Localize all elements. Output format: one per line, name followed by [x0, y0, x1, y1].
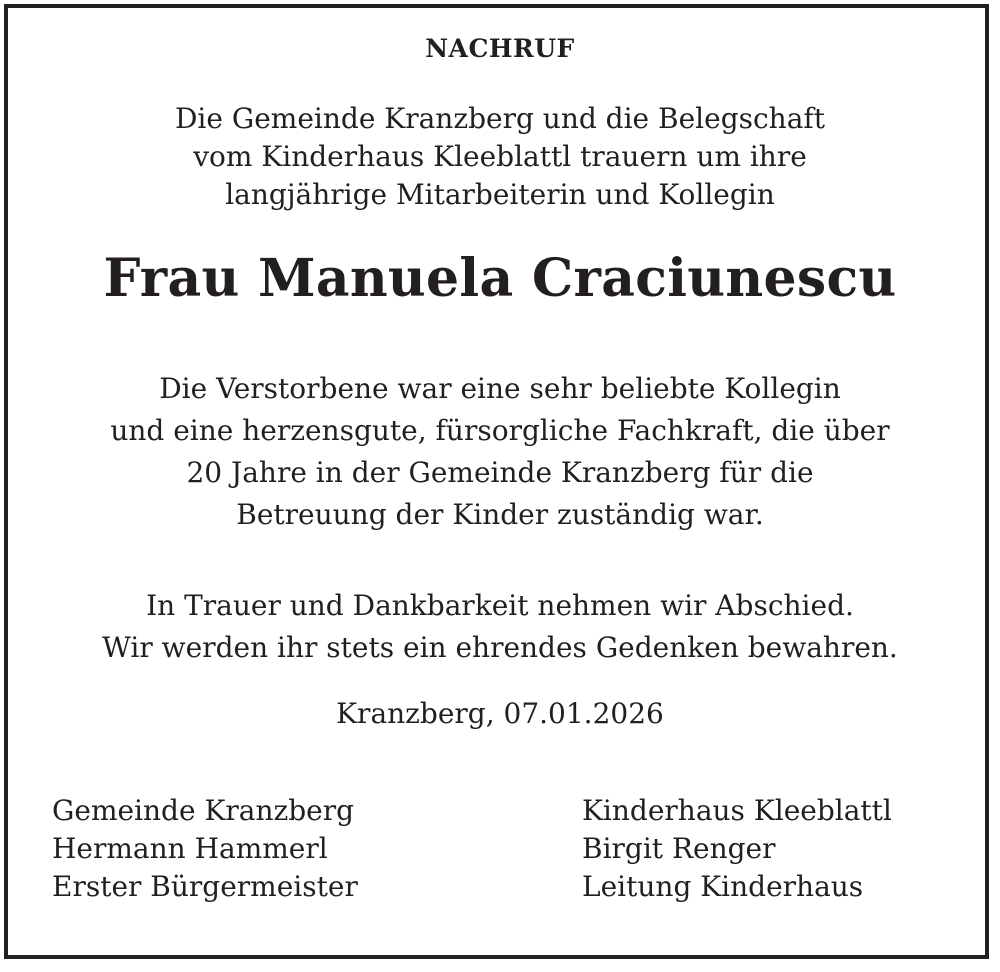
- signature-right: [582, 792, 892, 906]
- tribute-line: und eine herzensgute, fürsorgliche Fachkraft, die über: [110, 414, 890, 447]
- intro-line: vom Kinderhaus Kleeblattl trauern um ihre: [193, 140, 807, 173]
- place-date: Kranzberg, 07.01.2026: [336, 697, 664, 730]
- deceased-name: Frau Manuela Craciunescu: [103, 248, 897, 309]
- signature-line: Gemeinde Kranzberg: [52, 794, 355, 827]
- intro-text: [0, 100, 1000, 214]
- signature-line: Birgit Renger: [582, 832, 776, 865]
- intro-line: Die Gemeinde Kranzberg und die Belegschaft: [174, 102, 826, 135]
- tribute-line: 20 Jahre in der Gemeinde Kranzberg für die: [186, 456, 814, 489]
- intro-line: langjährige Mitarbeiterin und Kollegin: [225, 178, 775, 211]
- farewell-line: Wir werden ihr stets ein ehrendes Gedenken bewahren.: [102, 631, 898, 664]
- obituary-heading: NACHRUF: [425, 34, 575, 63]
- tribute-line: Betreuung der Kinder zuständig war.: [236, 498, 764, 531]
- signature-line: Kinderhaus Kleeblattl: [582, 794, 892, 827]
- tribute-text: [0, 368, 1000, 536]
- signature-line: Erster Bürgermeister: [52, 870, 358, 903]
- farewell-text: [0, 585, 1000, 669]
- farewell-line: In Trauer und Dankbarkeit nehmen wir Abschied.: [146, 589, 854, 622]
- signature-line: Leitung Kinderhaus: [582, 870, 864, 903]
- signature-line: Hermann Hammerl: [52, 832, 328, 865]
- signature-left: [52, 792, 358, 906]
- tribute-line: Die Verstorbene war eine sehr beliebte Kollegin: [159, 372, 841, 405]
